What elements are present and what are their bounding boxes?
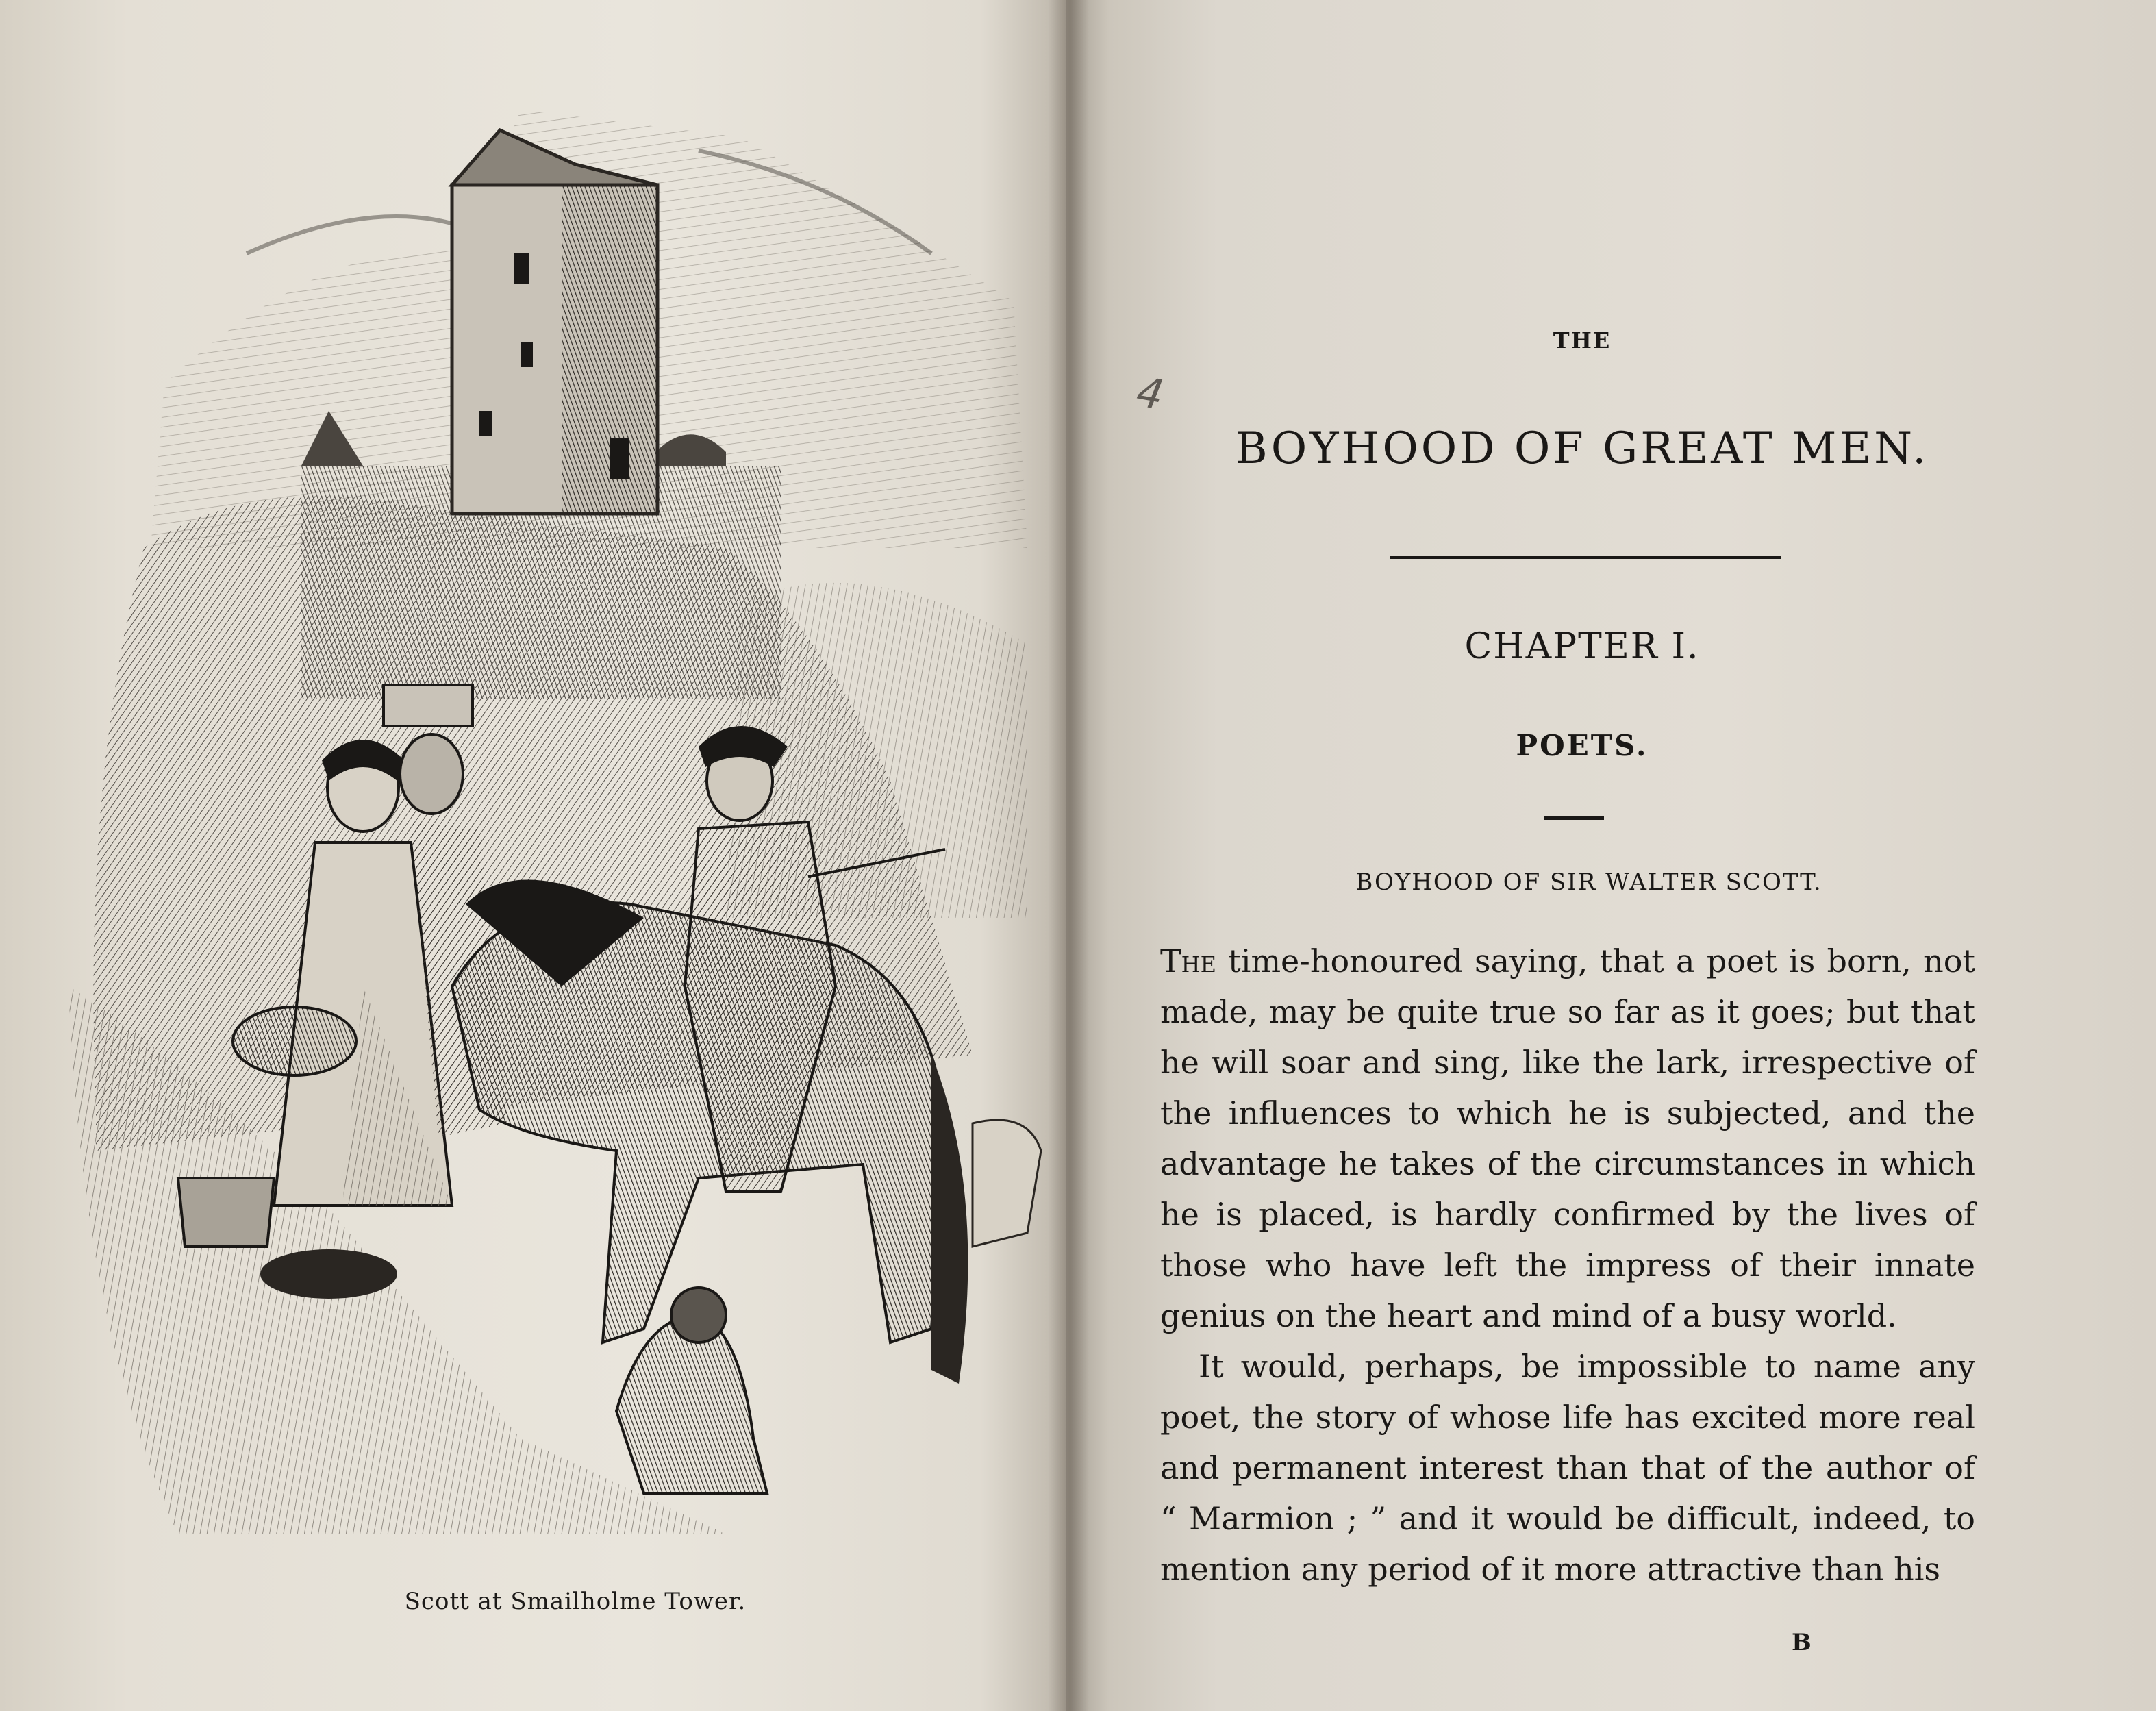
left-page [0,0,1066,1711]
section-divider [1544,816,1604,820]
paragraph-1 [1160,936,1975,1341]
title-article: THE [1553,327,1612,353]
paragraph-1-text: time-honoured saying, that a poet is born, not made, may be quite true so far as it goes; but that he will soar and sing, like the lark, irrespective of the influences to which he is subjected, and the advantage he takes of the circumstances in which he is placed, is hardly confirmed by the lives of those who have left the impress of their innate genius on the heart and mind of a busy world. [1160,942,1975,1334]
paragraph-lead-word: The [1160,942,1216,979]
pencil-annotation: 4 [1133,368,1167,420]
illustration-caption: Scott at Smailholme Tower. [404,1588,747,1615]
book-gutter-shadow [1048,0,1089,1711]
title-divider [1390,556,1781,559]
subsection-heading: BOYHOOD OF SIR WALTER SCOTT. [1355,869,1822,896]
paragraph-2: It would, perhaps, be impossible to name any poet, the story of whose life has excited more real and permanent interest than that of the author of “ Marmion ; ” and it would be difficult, indeed, to mention any period of it more attractive than his [1160,1348,1975,1588]
body-text [1160,936,1975,1595]
signature-mark: B [1792,1629,1812,1656]
chapter-heading: CHAPTER I. [1464,626,1700,667]
engraving-illustration [41,27,1055,1575]
section-heading: POETS. [1516,729,1649,762]
book-title: BOYHOOD OF GREAT MEN. [1235,423,1929,474]
